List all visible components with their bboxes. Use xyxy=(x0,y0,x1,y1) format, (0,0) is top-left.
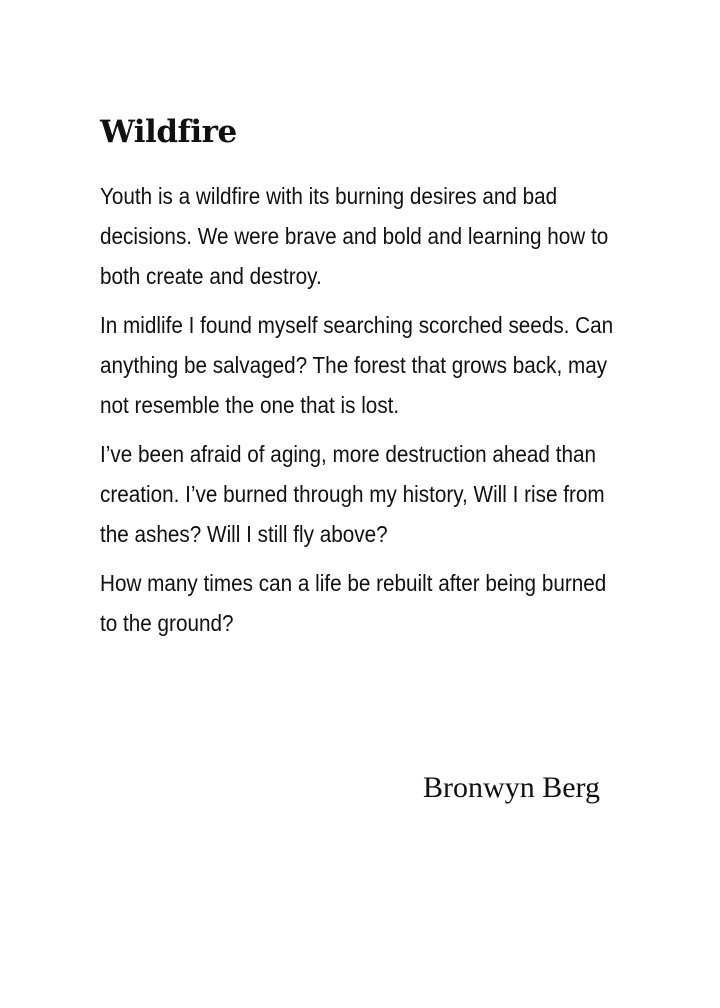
poem-title: Wildfire xyxy=(100,114,237,150)
stanza-1: Youth is a wildfire with its burning desires and bad decisions. We were brave and bold and learning how to both create and destroy. xyxy=(100,183,609,289)
poem-body xyxy=(100,176,620,652)
stanza-3: I’ve been afraid of aging, more destruction ahead than creation. I’ve burned through my history, Will I rise from the ashes? Will I still fly above? xyxy=(100,441,605,547)
stanza-4: How many times can a life be rebuilt after being burned to the ground? xyxy=(100,570,607,636)
stanza-2: In midlife I found myself searching scorched seeds. Can anything be salvaged? The forest that grows back, may not resemble the one that is lost. xyxy=(100,312,614,418)
author-signature: Bronwyn Berg xyxy=(423,771,600,804)
